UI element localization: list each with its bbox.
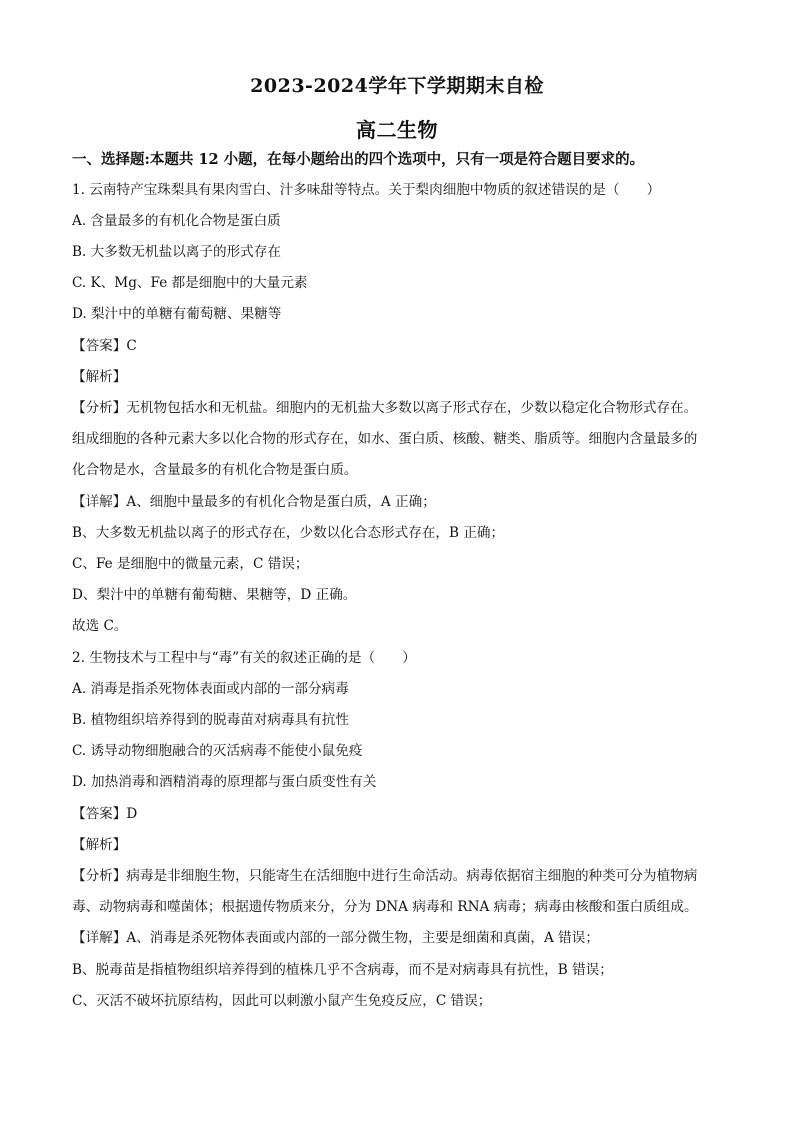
q1-option-d: D. 梨汁中的单糖有葡萄糖、果糖等: [72, 306, 282, 322]
q1-detail-b: B、大多数无机盐以离子的形式存在，少数以化合态形式存在，B 正确；: [72, 525, 505, 541]
q2-option-c: C. 诱导动物细胞融合的灭活病毒不能使小鼠免疫: [72, 743, 363, 759]
q2-detail-a: 【详解】A、消毒是杀死物体表面或内部的一部分微生物，主要是细菌和真菌，A 错误；: [72, 930, 599, 946]
q1-option-b: B. 大多数无机盐以离子的形式存在: [72, 244, 281, 260]
q1-detail-c: C、Fe 是细胞中的微量元素，C 错误；: [72, 556, 309, 572]
q1-detail-d: D、梨汁中的单糖有葡萄糖、果糖等，D 正确。: [72, 587, 357, 603]
q1-analysis-line-1: 【分析】无机物包括水和无机盐。细胞内的无机盐大多数以离子形式存在，少数以稳定化合物形式存在。: [72, 400, 698, 416]
q1-analysis-line-3: 化合物是水，含量最多的有机化合物是蛋白质。: [72, 462, 358, 478]
section-heading: 一、选择题:本题共 12 小题，在每小题给出的四个选项中，只有一项是符合题目要求的。: [72, 151, 645, 168]
question-2-stem: 2. 生物技术与工程中与“毒”有关的叙述正确的是（ ）: [72, 650, 416, 666]
q2-detail-b: B、脱毒苗是指植物组织培养得到的植株几乎不含病毒，而不是对病毒具有抗性，B 错误；: [72, 962, 613, 978]
q1-answer: 【答案】C: [72, 338, 137, 354]
q2-analysis-line-2: 毒、动物病毒和噬菌体；根据遗传物质来分，分为 DNA 病毒和 RNA 病毒；病毒由核酸和蛋白质组成。: [72, 899, 698, 915]
q2-analysis-line-1: 【分析】病毒是非细胞生物，只能寄生在活细胞中进行生命活动。病毒依据宿主细胞的种类可分为植物病: [72, 868, 698, 884]
q2-analysis-label: 【解析】: [72, 837, 127, 853]
q1-analysis-label: 【解析】: [72, 369, 127, 385]
q2-detail-c: C、灭活不破坏抗原结构，因此可以刺激小鼠产生免疫反应，C 错误；: [72, 993, 492, 1009]
question-1-stem: 1. 云南特产宝珠梨具有果肉雪白、汁多味甜等特点。关于梨肉细胞中物质的叙述错误的是（ ）: [72, 182, 661, 198]
q2-option-b: B. 植物组织培养得到的脱毒苗对病毒具有抗性: [72, 712, 349, 728]
q1-analysis-line-2: 组成细胞的各种元素大多以化合物的形式存在，如水、蛋白质、核酸、糖类、脂质等。细胞内含量最多的: [72, 431, 698, 447]
q2-option-d: D. 加热消毒和酒精消毒的原理都与蛋白质变性有关: [72, 774, 377, 790]
page-title: 2023-2024学年下学期期末自检: [250, 75, 544, 97]
q2-answer: 【答案】D: [72, 806, 138, 822]
q1-conclusion: 故选 C。: [72, 618, 128, 634]
page-subtitle: 高二生物: [356, 118, 438, 142]
q1-detail-a: 【详解】A、细胞中量最多的有机化合物是蛋白质，A 正确；: [72, 494, 436, 510]
q2-option-a: A. 消毒是指杀死物体表面或内部的一部分病毒: [72, 681, 349, 697]
q1-option-a: A. 含量最多的有机化合物是蛋白质: [72, 213, 281, 229]
q1-option-c: C. K、Mg、Fe 都是细胞中的大量元素: [72, 275, 308, 291]
